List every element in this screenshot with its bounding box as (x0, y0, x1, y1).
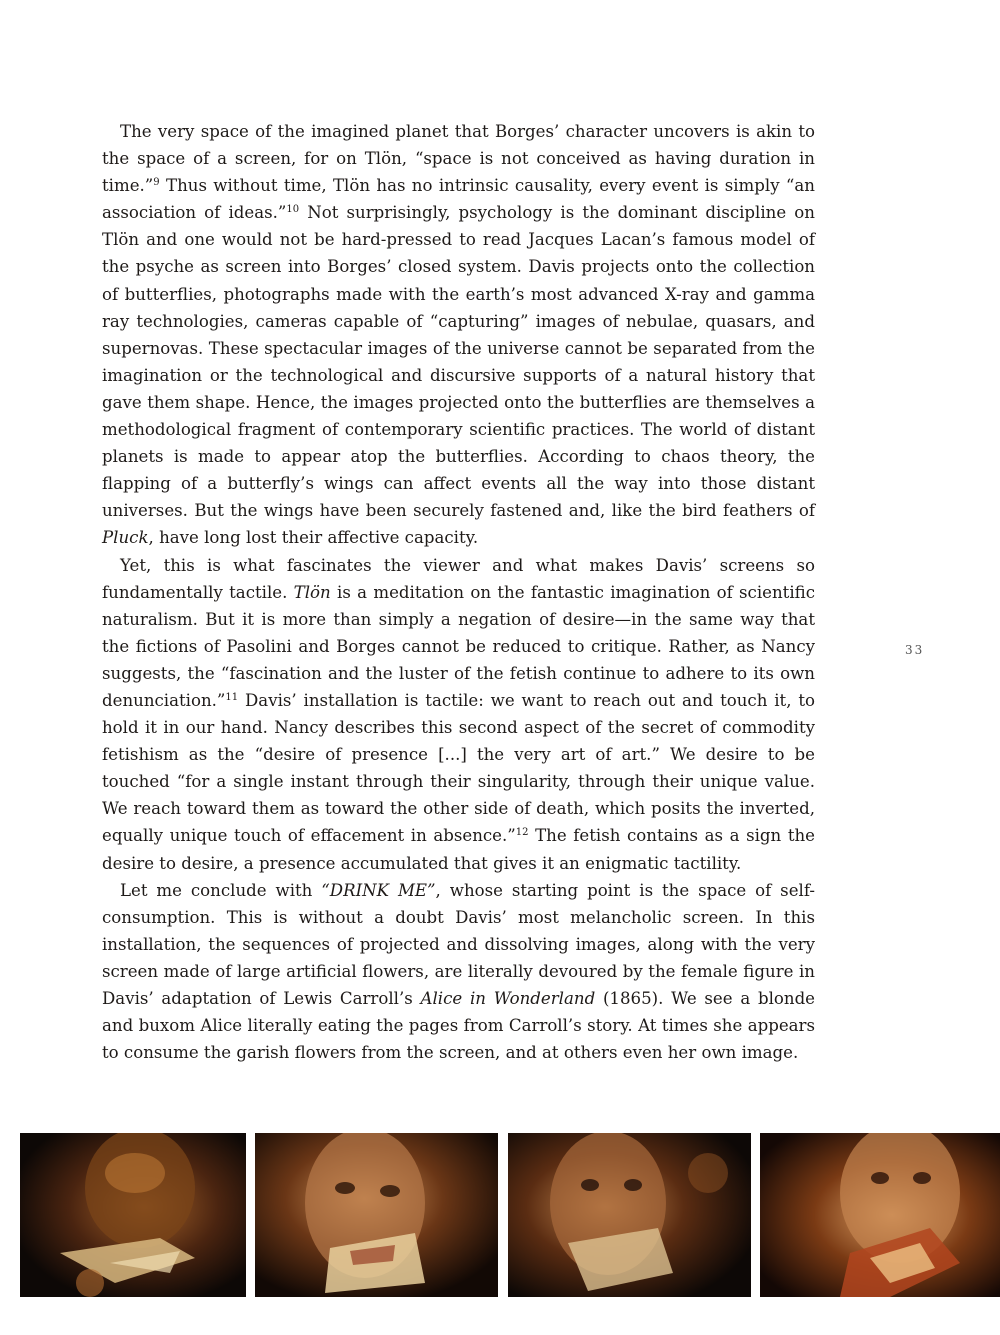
text-run: , whose starting point is the space of self-consumption. This is without a doubt Davis’ most melancholic screen. In this installation, the sequences of projected and dissolving images, along with the very screen made of large artificial flowers, are literally devoured by the female figure in Davis’ adaptation of Lewis Carroll’s (102, 880, 815, 1008)
italic-title: Tlön (293, 582, 331, 602)
text-run: Not surprisingly, psychology is the dominant discipline on Tlön and one would not be hard-pressed to read Jacques Lacan’s famous model of the psyche as screen into Borges’ closed system. Davis projects onto the collection of butterflies, photographs made with the earth’s most advanced X-ray and gamma ray technologies, cameras capable of “capturing” images of nebulae, quasars, and supernovas. These spectacular images of the universe cannot be separated from the imagination or the technological and discursive supports of a natural history that gave them shape. Hence, the images projected onto the butterflies are themselves a methodological fragment of contemporary scientific practices. The world of distant planets is made to appear atop the butterflies. According to chaos theory, the flapping of a butterfly’s wings can affect events all the way into those distant universes. But the wings have been securely fastened and, like the bird feathers of (102, 203, 815, 521)
footnote-ref: 10 (286, 204, 300, 216)
body-text (102, 118, 815, 1066)
film-stills-strip (20, 1133, 1000, 1297)
text-run: Let me conclude with (120, 880, 322, 900)
italic-title: Pluck (102, 528, 149, 548)
text-run: Thus without time, Tlön has no intrinsic causality, every event is simply “an association of ideas.” (102, 176, 815, 223)
footnote-ref: 12 (515, 827, 529, 839)
text-run: The very space of the imagined planet that Borges’ character uncovers is akin to the space of a screen, for on Tlön, “space is not conceived as having duration in time.” (102, 122, 815, 196)
text-run: is a meditation on the fantastic imagination of scientific naturalism. But it is more than simply a negation of desire—in the same way that the fictions of Pasolini and Borges cannot be reduced to critique. Rather, as Nancy suggests, the “fascination and the luster of the fetish continue to adhere to its own denunciation.” (102, 582, 815, 710)
text-run: , have long lost their affective capacity. (148, 528, 479, 548)
paragraph (102, 552, 815, 877)
text-run: (1865). We see a blonde and buxom Alice literally eating the pages from Carroll’s story. At times she appears to consume the garish flowers from the screen, and at others even her own image. (102, 989, 816, 1063)
text-run: Yet, this is what fascinates the viewer and what makes Davis’ screens so fundamentally tactile. (102, 555, 815, 602)
film-still-1 (20, 1133, 246, 1297)
footnote-ref: 9 (153, 177, 160, 189)
footnote-ref: 11 (225, 691, 239, 703)
film-still-4 (760, 1133, 1000, 1297)
page-number: 33 (905, 643, 925, 657)
film-still-2 (255, 1133, 498, 1297)
italic-title: “DRINK ME” (321, 880, 436, 900)
text-run: Davis’ installation is tactile: we want to reach out and touch it, to hold it in our hand. Nancy describes this second aspect of the secret of commodity fetishism as the “desire of presence [...] the very art of art.” We desire to be touched “for a single instant through their singularity, through their unique value. We reach toward them as toward the other side of death, which posits the inverted, equally unique touch of effacement in absence.” (102, 690, 815, 846)
paragraph (102, 118, 815, 552)
italic-title: Alice in Wonderland (420, 989, 596, 1008)
text-run: The fetish contains as a sign the desire to desire, a presence accumulated that gives it an enigmatic tactility. (102, 826, 816, 873)
film-still-3 (508, 1133, 751, 1297)
paragraph (102, 877, 815, 1067)
